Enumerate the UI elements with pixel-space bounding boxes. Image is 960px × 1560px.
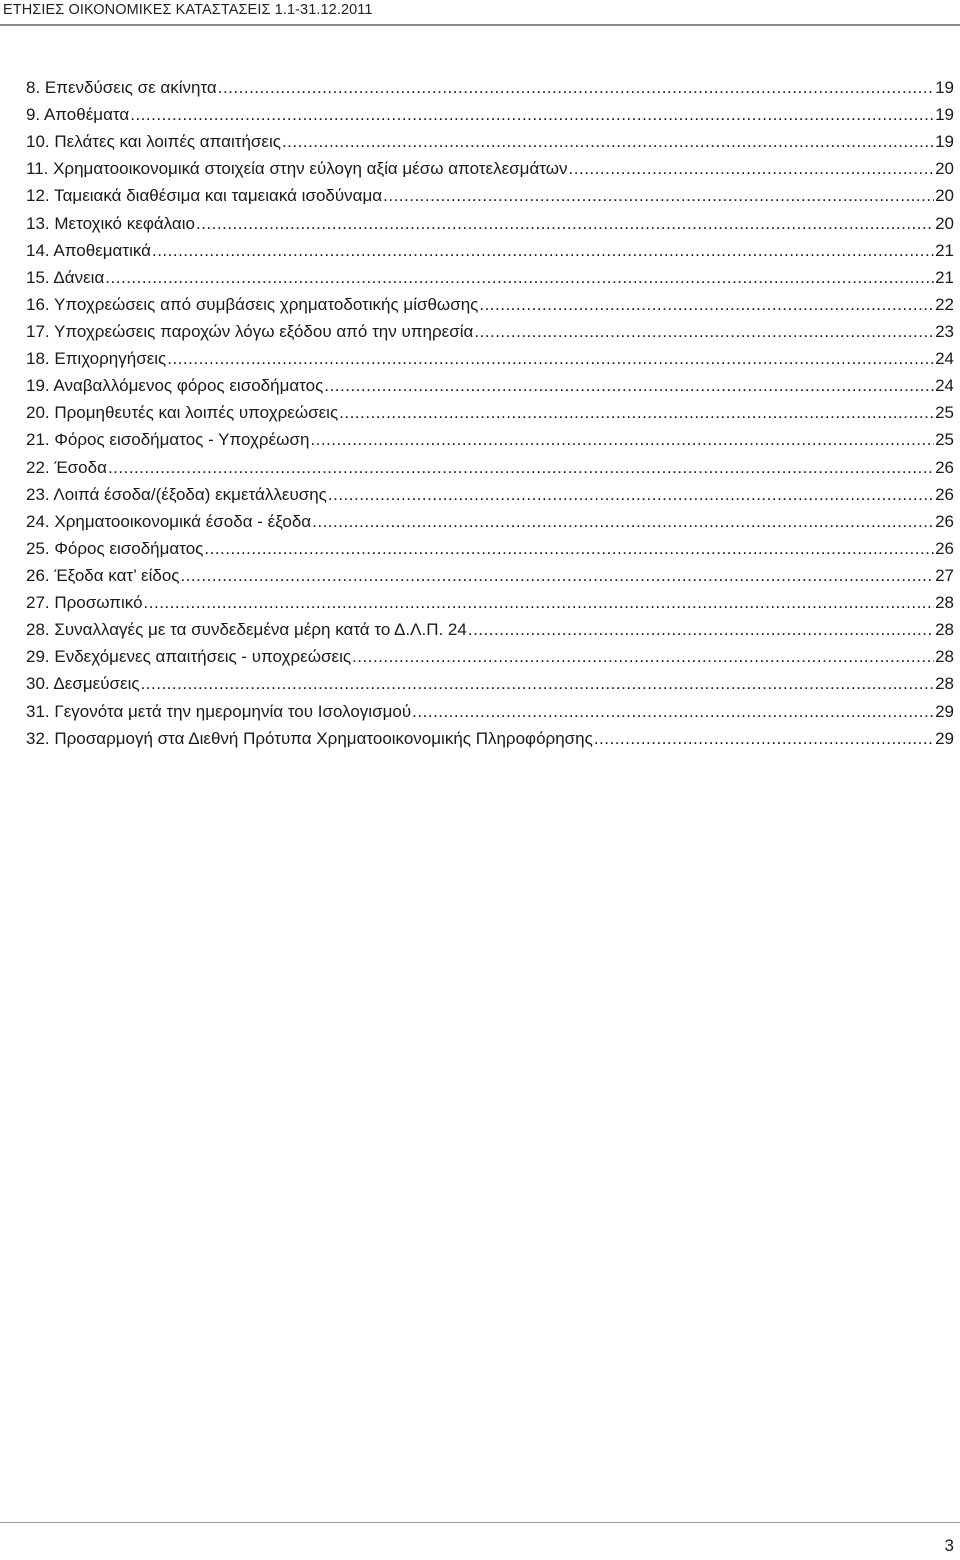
toc-entry-label: 16. Υποχρεώσεις από συμβάσεις χρηματοδοτικής μίσθωσης xyxy=(26,294,479,314)
toc-entry-page-number: 29 xyxy=(935,701,954,721)
toc-entry-page-number: 19 xyxy=(935,78,954,97)
toc-entry-page-number: 28 xyxy=(935,593,954,613)
toc-dot-leader xyxy=(352,643,934,670)
toc-entry-page-number: 29 xyxy=(935,728,954,748)
toc-dot-leader xyxy=(204,535,934,562)
toc-dot-leader xyxy=(310,426,934,453)
toc-dot-leader xyxy=(130,101,934,128)
toc-entry-page-number: 26 xyxy=(935,511,954,531)
toc-entry-label: 31. Γεγονότα μετά την ημερομηνία του Ισολογισμού xyxy=(26,701,412,721)
toc-entry[interactable] xyxy=(26,264,954,291)
toc-entry-label: 9. Αποθέματα xyxy=(26,105,130,125)
toc-entry-label: 24. Χρηματοοικονομικά έσοδα - έξοδα xyxy=(26,511,312,531)
table-of-contents xyxy=(26,74,954,752)
toc-dot-leader xyxy=(141,670,935,697)
toc-entry-page-number: 28 xyxy=(935,647,954,667)
toc-entry-label: 22. Έσοδα xyxy=(26,457,107,477)
toc-entry-page-number: 21 xyxy=(935,267,954,287)
toc-entry-page-number: 19 xyxy=(935,105,954,125)
toc-entry[interactable] xyxy=(26,454,954,481)
toc-entry[interactable] xyxy=(26,725,954,752)
toc-dot-leader xyxy=(479,291,934,318)
toc-entry-label: 12. Ταμειακά διαθέσιμα και ταμειακά ισοδύναμα xyxy=(26,186,383,206)
toc-dot-leader xyxy=(180,562,934,589)
toc-entry-label: 8. Επενδύσεις σε ακίνητα xyxy=(26,78,217,97)
toc-dot-leader xyxy=(108,454,934,481)
toc-entry-page-number: 28 xyxy=(935,620,954,640)
toc-entry[interactable] xyxy=(26,643,954,670)
toc-entry-label: 18. Επιχορηγήσεις xyxy=(26,349,167,369)
toc-entry-page-number: 27 xyxy=(935,565,954,585)
toc-entry-page-number: 24 xyxy=(935,349,954,369)
toc-entry-label: 28. Συναλλαγές με τα συνδεδεμένα μέρη κατά το Δ.Λ.Π. 24 xyxy=(26,620,467,640)
toc-entry[interactable] xyxy=(26,508,954,535)
toc-dot-leader xyxy=(468,616,934,643)
toc-entry[interactable] xyxy=(26,372,954,399)
toc-entry[interactable] xyxy=(26,345,954,372)
toc-entry[interactable] xyxy=(26,318,954,345)
toc-entry-label: 14. Αποθεματικά xyxy=(26,240,151,260)
toc-dot-leader xyxy=(324,372,934,399)
toc-dot-leader xyxy=(152,237,934,264)
toc-dot-leader xyxy=(569,155,935,182)
toc-entry-page-number: 23 xyxy=(935,321,954,341)
toc-dot-leader xyxy=(412,698,934,725)
toc-entry[interactable] xyxy=(26,291,954,318)
toc-entry-label: 30. Δεσμεύσεις xyxy=(26,674,140,694)
toc-entry-label: 25. Φόρος εισοδήματος xyxy=(26,538,204,558)
toc-entry[interactable] xyxy=(26,128,954,155)
toc-dot-leader xyxy=(196,210,934,237)
toc-entry-label: 20. Προμηθευτές και λοιπές υποχρεώσεις xyxy=(26,403,339,423)
toc-entry-label: 21. Φόρος εισοδήματος - Υποχρέωση xyxy=(26,430,310,450)
toc-dot-leader xyxy=(474,318,934,345)
toc-entry-page-number: 25 xyxy=(935,403,954,423)
toc-entry[interactable] xyxy=(26,698,954,725)
toc-entry-page-number: 20 xyxy=(935,213,954,233)
toc-entry[interactable] xyxy=(26,616,954,643)
toc-dot-leader xyxy=(105,264,934,291)
toc-entry[interactable] xyxy=(26,562,954,589)
toc-entry[interactable] xyxy=(26,237,954,264)
toc-entry-label: 32. Προσαρμογή στα Διεθνή Πρότυπα Χρηματοοικονομικής Πληροφόρησης xyxy=(26,728,593,748)
toc-entry-page-number: 25 xyxy=(935,430,954,450)
page-number: 3 xyxy=(944,1536,954,1555)
toc-entry-label: 17. Υποχρεώσεις παροχών λόγω εξόδου από την υπηρεσία xyxy=(26,321,474,341)
toc-entry-page-number: 21 xyxy=(935,240,954,260)
toc-entry-page-number: 26 xyxy=(935,484,954,504)
toc-entry-label: 23. Λοιπά έσοδα/(έξοδα) εκμετάλλευσης xyxy=(26,484,327,504)
toc-entry-label: 27. Προσωπικό xyxy=(26,593,143,613)
toc-dot-leader xyxy=(282,128,934,155)
toc-entry-page-number: 24 xyxy=(935,376,954,396)
toc-dot-leader xyxy=(167,345,934,372)
toc-entry-label: 26. Έξοδα κατ’ είδος xyxy=(26,565,180,585)
toc-entry[interactable] xyxy=(26,589,954,616)
toc-entry[interactable] xyxy=(26,101,954,128)
toc-dot-leader xyxy=(328,481,934,508)
toc-entry-page-number: 20 xyxy=(935,186,954,206)
toc-entry-label: 10. Πελάτες και λοιπές απαιτήσεις xyxy=(26,132,281,152)
toc-entry[interactable] xyxy=(26,426,954,453)
toc-entry-page-number: 20 xyxy=(935,159,954,179)
toc-dot-leader xyxy=(383,182,934,209)
toc-entry-label: 29. Ενδεχόμενες απαιτήσεις - υποχρεώσεις xyxy=(26,647,352,667)
toc-dot-leader xyxy=(218,74,934,101)
toc-entry-label: 19. Αναβαλλόμενος φόρος εισοδήματος xyxy=(26,376,324,396)
toc-entry-label: 11. Χρηματοοικονομικά στοιχεία στην εύλογη αξία μέσω αποτελεσμάτων xyxy=(26,159,568,179)
toc-entry[interactable] xyxy=(26,535,954,562)
toc-entry[interactable] xyxy=(26,481,954,508)
toc-dot-leader xyxy=(594,725,934,752)
toc-dot-leader xyxy=(312,508,934,535)
toc-entry-page-number: 28 xyxy=(935,674,954,694)
toc-entry[interactable] xyxy=(26,74,954,101)
toc-entry[interactable] xyxy=(26,155,954,182)
toc-dot-leader xyxy=(339,399,934,426)
toc-entry-page-number: 19 xyxy=(935,132,954,152)
toc-entry[interactable] xyxy=(26,210,954,237)
toc-entry[interactable] xyxy=(26,182,954,209)
toc-entry-label: 13. Μετοχικό κεφάλαιο xyxy=(26,213,195,233)
toc-dot-leader xyxy=(144,589,935,616)
toc-entry[interactable] xyxy=(26,670,954,697)
toc-entry-page-number: 26 xyxy=(935,538,954,558)
toc-entry-label: 15. Δάνεια xyxy=(26,267,105,287)
toc-entry[interactable] xyxy=(26,399,954,426)
header-divider xyxy=(0,24,960,26)
page-header-title: ΕΤΗΣΙΕΣ ΟΙΚΟΝΟΜΙΚΕΣ ΚΑΤΑΣΤΑΣΕΙΣ 1.1-31.12.2011 xyxy=(3,2,373,18)
toc-entry-page-number: 26 xyxy=(935,457,954,477)
toc-entry-page-number: 22 xyxy=(935,294,954,314)
footer-divider xyxy=(0,1522,960,1523)
